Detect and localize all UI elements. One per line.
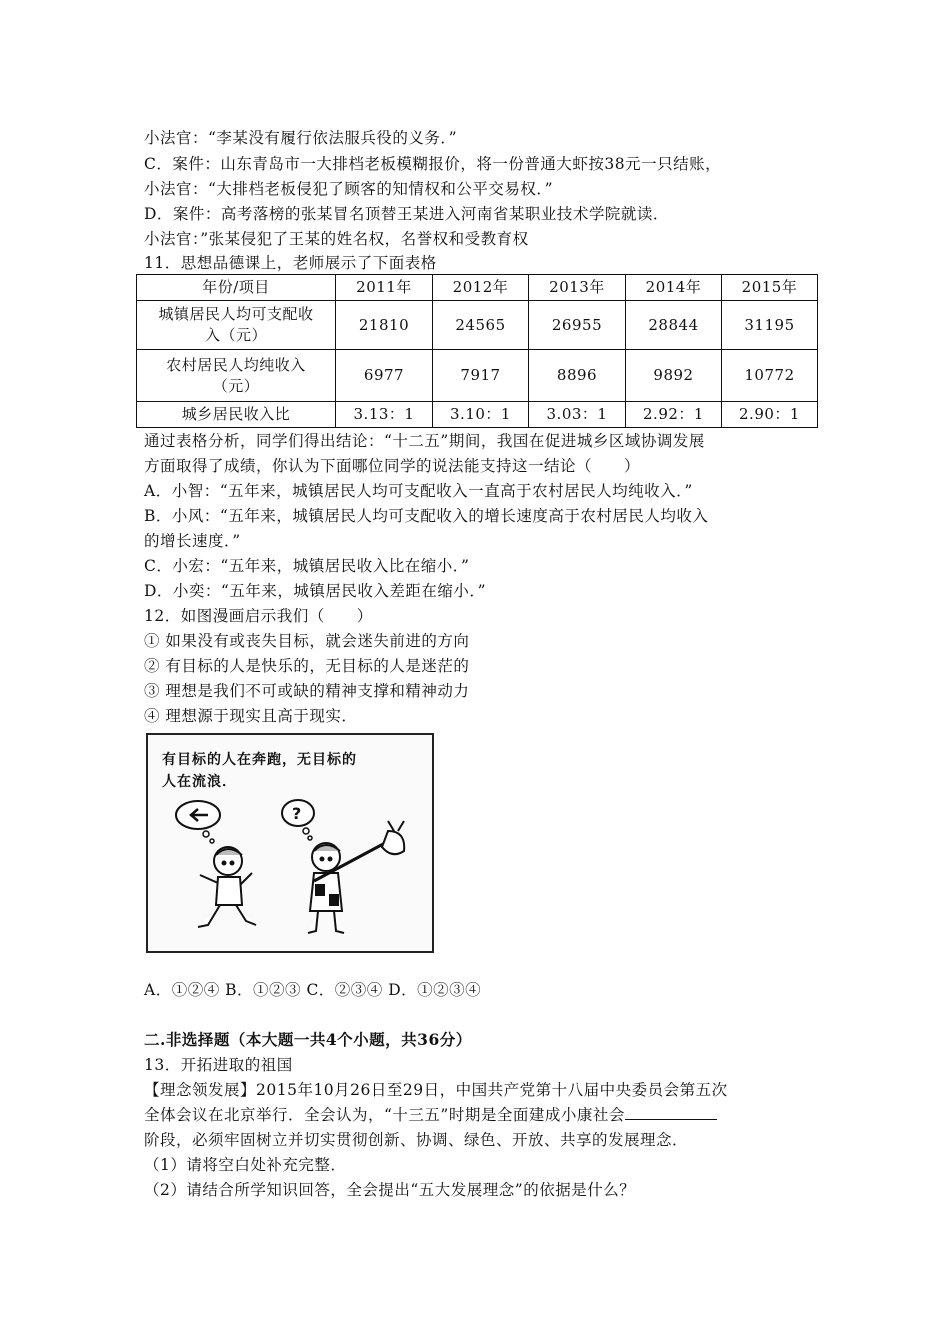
text-line: 小法官：“李某没有履行依法服兵役的义务．” — [144, 129, 458, 147]
section-heading: 二.非选择题（本大题一共4个小题，共36分） — [144, 1030, 472, 1049]
text-line: 全体会议在北京举行．全会认为，“十三五”时期是全面建成小康社会 — [144, 1106, 625, 1124]
statement-1: ① 如果没有或丧失目标，就会迷失前进的方向 — [144, 632, 470, 650]
option-a: A．小智：“五年来，城镇居民人均可支配收入一直高于农村居民人均纯收入．” — [144, 482, 693, 500]
table-cell: 7917 — [433, 350, 529, 402]
table-cell: 24565 — [433, 301, 529, 350]
option-c: C．小宏：“五年来，城镇居民收入比在缩小．” — [144, 557, 470, 575]
question-12: 12．如图漫画启示我们（ ） — [144, 607, 373, 625]
table-cell: 3.03：1 — [529, 402, 626, 428]
row-label-line: 入（元） — [204, 326, 267, 344]
sub-question-2: （2）请结合所学知识回答，全会提出“五大发展理念”的依据是什么？ — [144, 1181, 636, 1199]
text-line: 方面取得了成绩，你认为下面哪位同学的说法能支持这一结论（ ） — [144, 457, 641, 475]
comic-image — [146, 733, 434, 953]
table-cell: 28844 — [626, 301, 722, 350]
text-line-with-blank — [144, 1105, 717, 1125]
comic-caption-line-1: 有目标的人在奔跑，无目标的 — [162, 752, 357, 768]
table-cell: 31195 — [722, 301, 818, 350]
question-13: 13．开拓进取的祖国 — [144, 1056, 293, 1074]
text-line: 通过表格分析，同学们得出结论：“十二五”期间，我国在促进城乡区域协调发展 — [144, 432, 705, 450]
option-b-cont: 的增长速度．” — [144, 532, 241, 550]
table-row — [137, 301, 818, 350]
row-label-line: 城镇居民人均可支配收 — [158, 305, 314, 323]
table-header-cell: 2012年 — [433, 275, 529, 301]
table-header-cell: 年份/项目 — [137, 275, 336, 301]
table-header-cell: 2013年 — [529, 275, 626, 301]
table-cell: 3.13：1 — [336, 402, 433, 428]
text-line: C．案件：山东青岛市一大排档老板模糊报价，将一份普通大虾按38元一只结账， — [144, 155, 722, 173]
text-line: 阶段，必须牢固树立并切实贯彻创新、协调、绿色、开放、共享的发展理念． — [144, 1131, 689, 1149]
row-label — [137, 301, 336, 350]
statement-4: ④ 理想源于现实且高于现实． — [144, 707, 358, 725]
table-header-cell: 2014年 — [626, 275, 722, 301]
question-12-options: A．①②④ B．①②③ C．②③④ D．①②③④ — [144, 981, 482, 999]
text-line: D．案件：高考落榜的张某冒名顶替王某进入河南省某职业技术学院就读． — [144, 205, 669, 223]
table-cell: 2.90：1 — [722, 402, 818, 428]
comic-caption-line-2: 人在流浪． — [162, 774, 237, 790]
table-cell: 3.10：1 — [433, 402, 529, 428]
table-cell: 8896 — [529, 350, 626, 402]
row-label — [137, 350, 336, 402]
running-boy-figure — [198, 847, 256, 927]
statement-3: ③ 理想是我们不可或缺的精神支撑和精神动力 — [144, 682, 470, 700]
text-line: 【理念领发展】2015年10月26日至29日，中国共产党第十八届中央委员会第五次 — [144, 1081, 728, 1099]
table-header-cell: 2011年 — [336, 275, 433, 301]
sub-question-1: （1）请将空白处补充完整． — [144, 1156, 347, 1174]
table-cell: 10772 — [722, 350, 818, 402]
option-b: B．小风：“五年来，城镇居民人均可支配收入的增长速度高于农村居民人均收入 — [144, 507, 709, 525]
table-header-cell: 2015年 — [722, 275, 818, 301]
table-cell: 26955 — [529, 301, 626, 350]
table-row — [137, 350, 818, 402]
row-label-line: 农村居民人均纯收入 — [166, 355, 306, 374]
question-mark-icon: ? — [292, 804, 302, 823]
comic-drawing — [148, 735, 432, 951]
question-11: 11．思想品德课上，老师展示了下面表格 — [144, 254, 437, 272]
table-cell: 6977 — [336, 350, 433, 402]
row-label-line: （元） — [212, 376, 260, 395]
table-cell: 2.92：1 — [626, 402, 722, 428]
text-line: 小法官：”张某侵犯了王某的姓名权，名誉权和受教育权 — [144, 230, 529, 248]
table-cell: 21810 — [336, 301, 433, 350]
row-label: 城乡居民收入比 — [137, 402, 336, 428]
text-line: 小法官：“大排档老板侵犯了顾客的知情权和公平交易权．” — [144, 180, 554, 198]
table-row — [137, 402, 818, 428]
income-table — [136, 274, 818, 428]
wandering-boy-figure — [308, 821, 404, 933]
table-header-row — [137, 275, 818, 301]
fill-in-blank[interactable] — [625, 1105, 717, 1120]
option-d: D．小奕：“五年来，城镇居民收入差距在缩小．” — [144, 582, 487, 600]
table-cell: 9892 — [626, 350, 722, 402]
statement-2: ② 有目标的人是快乐的，无目标的人是迷茫的 — [144, 657, 470, 675]
